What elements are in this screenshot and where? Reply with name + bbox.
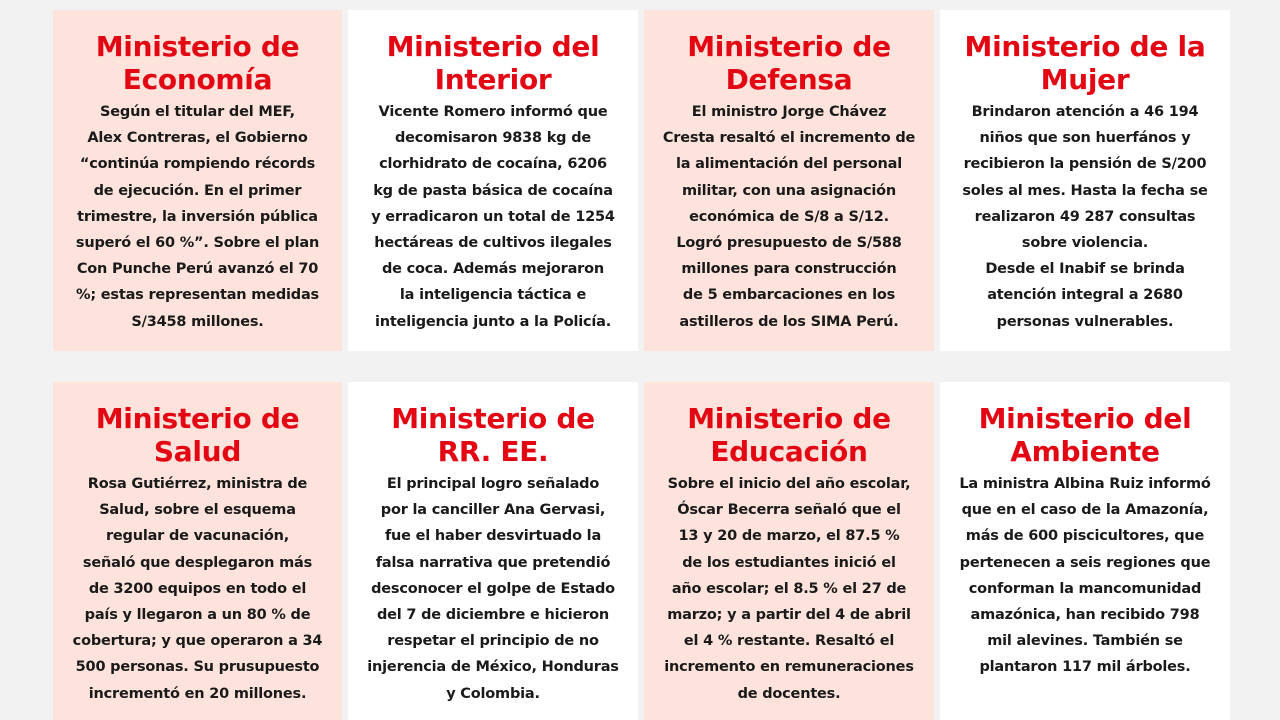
card-ministerio-rree — [348, 382, 638, 720]
card-title: Ministerio de la Mujer — [964, 30, 1206, 96]
card-title: Ministerio del Interior — [386, 30, 600, 96]
card-title: Ministerio de Salud — [95, 402, 300, 468]
card-body: El principal logro señalado por la canciller Ana Gervasi, fue el haber desvirtuado la falsa narrativa que pretendió desconocer el golpe de Estado del 7 de diciembre e hicieron respetar el principio de no injerencia de México, Honduras y Colombia. — [367, 476, 619, 702]
card-body: El ministro Jorge Chávez Cresta resaltó el incremento de la alimentación del personal militar, con una asignación económica de S/8 a S/12. Logró presupuesto de S/588 millones para construcción de 5 embarcaciones en los astilleros de los SIMA Perú. — [662, 104, 916, 330]
card-ministerio-interior — [348, 10, 638, 351]
card-ministerio-ambiente — [940, 382, 1230, 720]
card-ministerio-economia — [53, 10, 342, 351]
card-title: Ministerio de Economía — [95, 30, 300, 96]
card-title: Ministerio del Ambiente — [978, 402, 1192, 468]
card-body: Sobre el inicio del año escolar, Óscar Becerra señaló que el 13 y 20 de marzo, el 87.5 % de los estudiantes inició el año escolar; el 8.5 % el 27 de marzo; y a partir del 4 de abril el 4 % restante. Resaltó el incremento en remuneraciones de docentes. — [664, 476, 914, 702]
card-ministerio-educacion — [644, 382, 934, 720]
card-title: Ministerio de Defensa — [687, 30, 891, 96]
card-ministerio-mujer — [940, 10, 1230, 351]
card-ministerio-salud — [53, 382, 342, 720]
card-body: La ministra Albina Ruiz informó que en el caso de la Amazonía, más de 600 piscicultores, que pertenecen a seis regiones que conforman la mancomunidad amazónica, han recibido 798 mil alevines. También se plantaron 117 mil árboles. — [959, 476, 1211, 676]
card-body: Brindaron atención a 46 194 niños que son huerfános y recibieron la pensión de S/200 soles al mes. Hasta la fecha se realizaron 49 287 consultas sobre violencia. Desde el Inabif se brinda atención integral a 2680 personas vulnerables. — [962, 104, 1208, 330]
card-body: Vicente Romero informó que decomisaron 9838 kg de clorhidrato de cocaína, 6206 kg de pasta básica de cocaína y erradicaron un total de 1254 hectáreas de cultivos ilegales de coca. Además mejoraron la inteligencia táctica e inteligencia junto a la Policía. — [371, 104, 615, 330]
card-title: Ministerio de RR. EE. — [391, 402, 595, 468]
card-body: Rosa Gutiérrez, ministra de Salud, sobre el esquema regular de vacunación, señaló que desplegaron más de 3200 equipos en todo el país y llegaron a un 80 % de cobertura; y que operaron a 34 500 personas. Su prusupuesto incrementó en 20 millones. — [72, 476, 323, 702]
card-ministerio-defensa — [644, 10, 934, 351]
card-body: Según el titular del MEF, Alex Contreras, el Gobierno “continúa rompiendo récords de ejecución. En el primer trimestre, la inversión pública superó el 60 %”. Sobre el plan Con Punche Perú avanzó el 70 %; estas representan medidas S/3458 millones. — [75, 104, 320, 330]
card-title: Ministerio de Educación — [687, 402, 891, 468]
